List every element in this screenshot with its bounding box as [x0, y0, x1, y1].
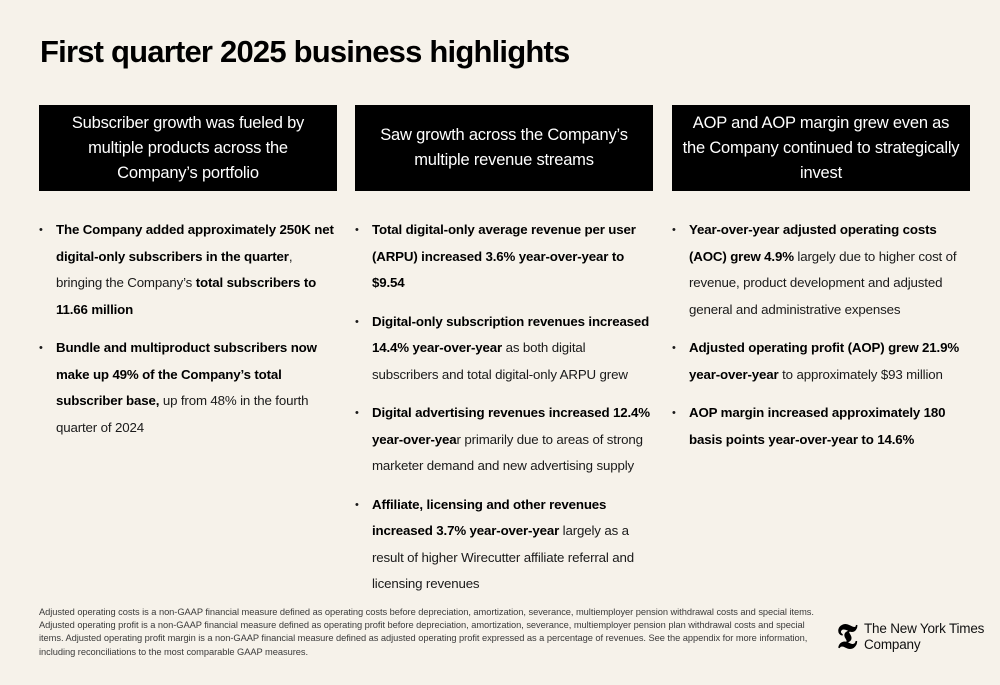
page-title: First quarter 2025 business highlights	[40, 34, 570, 69]
bullet-item	[39, 217, 337, 323]
bullet-item	[355, 217, 653, 297]
bullet-list	[355, 217, 653, 598]
bullet-text: r primarily due to areas of strong marketer demand and new advertising supply	[372, 431, 643, 473]
bullet-text-bold: total subscribers to 11.66 million	[56, 275, 317, 317]
column-header: Subscriber growth was fueled by multiple products across the Company’s portfolio	[39, 105, 337, 191]
bullet-text-bold: Bundle and multiproduct subscribers now make up 49% of the Company’s total subscriber base,	[56, 340, 317, 408]
bullet-list	[672, 217, 970, 453]
bullet-text-bold: Digital-only subscription revenues increased 14.4% year-over-year	[372, 313, 650, 355]
logo-line-1: The New York Times	[864, 621, 985, 636]
bullet-text: largely due to higher cost of revenue, product development and adjusted general and administrative expenses	[689, 248, 957, 317]
bullet-text: as both digital subscribers and total digital-only ARPU grew	[372, 340, 628, 382]
nyt-company-logo	[834, 618, 984, 656]
bullet-text-bold: Affiliate, licensing and other revenues increased 3.7% year-over-year	[372, 496, 607, 538]
bullet-text: up from 48% in the fourth quarter of 2024	[56, 393, 309, 435]
bullet-text-bold: Adjusted operating profit (AOP) grew 21.9% year-over-year	[689, 340, 960, 382]
bullet-item	[355, 492, 653, 598]
column-header: AOP and AOP margin grew even as the Company continued to strategically invest	[672, 105, 970, 191]
nyt-t-logo-icon: 𝕿	[836, 617, 858, 657]
bullet-text-bold: Total digital-only average revenue per user (ARPU) increased 3.6% year-over-year to $9.54	[372, 222, 636, 290]
bullet-text-bold: Digital advertising revenues increased 12.4% year-over-yea	[372, 405, 650, 447]
bullet-text: to approximately $93 million	[778, 366, 943, 382]
bullet-item	[672, 217, 970, 323]
highlight-column-aop	[672, 105, 970, 465]
column-header: Saw growth across the Company’s multiple revenue streams	[355, 105, 653, 191]
bullet-text-bold: AOP margin increased approximately 180 basis points year-over-year to 14.6%	[689, 405, 946, 447]
bullet-text-bold: The Company added approximately 250K net digital-only subscribers in the quarter	[56, 222, 334, 264]
footnote: Adjusted operating costs is a non-GAAP financial measure defined as operating costs before depreciation, amortization, severance, multiemployer pension withdrawal costs and special items. Adjusted operating profit is a non-GAAP financial measure defined as operating profit before depreciation, amortization, severance, multiemployer pension plan withdrawal costs and special items. Adjusted operating profit margin is a non-GAAP financial measure defined as adjusted operating profit expressed as a percentage of revenues. See the appendix for more information, including reconciliations to the most comparable GAAP measures.	[39, 607, 814, 657]
bullet-item	[355, 309, 653, 389]
bullet-list	[39, 217, 337, 441]
logo-line-2: Company	[864, 637, 921, 652]
bullet-item	[39, 335, 337, 441]
bullet-item	[672, 400, 970, 453]
bullet-item	[355, 400, 653, 480]
logo-wordmark	[864, 621, 984, 653]
bullet-text-bold: Year-over-year adjusted operating costs (AOC) grew 4.9%	[689, 222, 937, 264]
bullet-text: , bringing the Company’s	[56, 248, 293, 290]
bullet-text: largely as a result of higher Wirecutter affiliate referral and licensing revenues	[372, 523, 635, 591]
highlight-column-revenue	[355, 105, 653, 610]
bullet-item	[672, 335, 970, 388]
highlight-column-subscribers	[39, 105, 337, 453]
